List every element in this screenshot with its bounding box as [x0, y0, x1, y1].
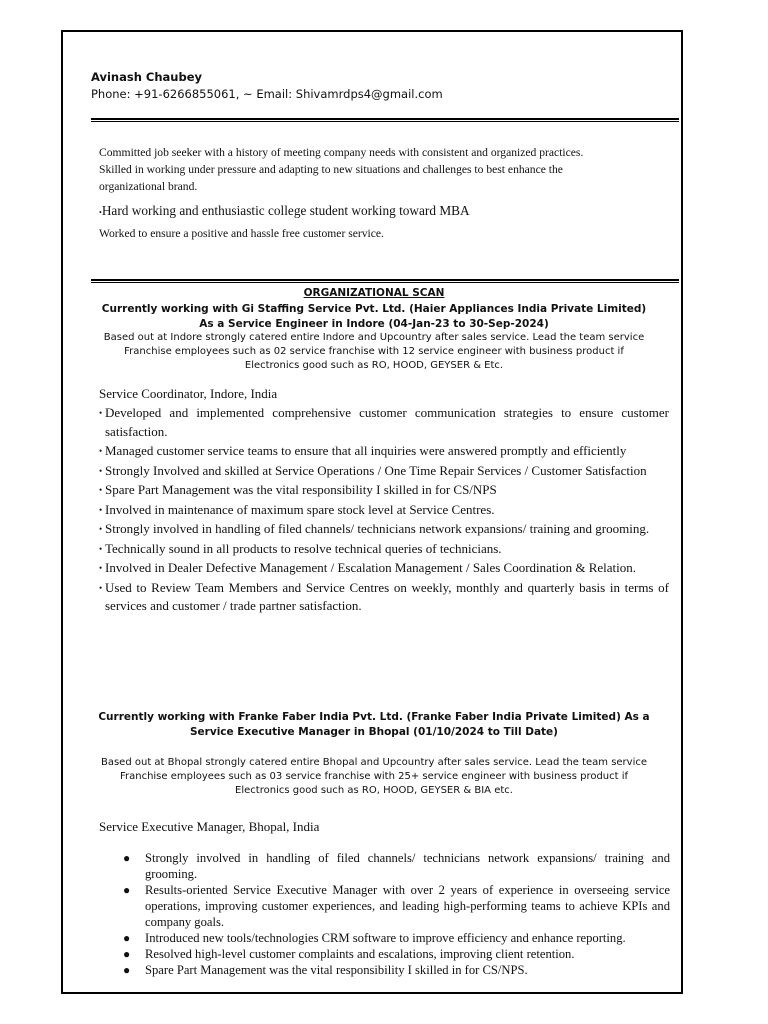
list-item: ● Spare Part Management was the vital responsibility I skilled in for CS/NPS.	[123, 963, 528, 977]
header-divider	[91, 118, 679, 122]
list-item: • Involved in maintenance of maximum spare stock level at Service Centres.	[99, 501, 495, 517]
job2-title-line: Service Executive Manager in Bhopal (01/10/2024 to Till Date)	[190, 726, 558, 738]
list-item: • Strongly involved in handling of filed channels/ technicians network expansions/ training and grooming.	[99, 521, 650, 536]
summary-line: Skilled in working under pressure and adapting to new situations and challenges to best enhance the	[99, 163, 563, 176]
section-divider	[91, 279, 679, 283]
job1-based	[73, 331, 675, 373]
job2-based-line: Based out at Bhopal strongly catered entire Bhopal and Upcountry after sales service. Lead the team service	[100, 757, 648, 768]
hard-working-line: •Hard working and enthusiastic college student working toward MBA	[99, 203, 470, 218]
contact-line: Phone: +91-6266855061, ~ Email: Shivamrdps4@gmail.com	[91, 87, 443, 101]
list-item: ● Strongly involved in handling of filed channels/ technicians network expansions/ training and grooming.	[123, 851, 670, 881]
job2-based	[63, 756, 685, 798]
job2-based-line: Electronics good such as RO, HOOD, GEYSER & BIA etc.	[235, 785, 513, 796]
list-item: ● Resolved high-level customer complaints and escalations, improving client retention.	[123, 947, 575, 961]
job1-title-line: As a Service Engineer in Indore (04-Jan-23 to 30-Sep-2024)	[199, 318, 549, 330]
job1-title	[73, 302, 675, 332]
summary-line: organizational brand.	[99, 180, 198, 193]
job2-based-line: Franchise employees such as 03 service franchise with 25+ service engineer with business product if	[119, 771, 629, 782]
job2-title-line: Currently working with Franke Faber India Pvt. Ltd. (Franke Faber India Private Limited) As a	[98, 711, 650, 723]
job2-role: Service Executive Manager, Bhopal, India	[99, 819, 320, 834]
job1-based-line: Franchise employees such as 02 service franchise with 12 service engineer with business product if	[124, 346, 624, 357]
hard-working-text: Hard working and enthusiastic college student working toward MBA	[101, 203, 470, 218]
job1-based-line: Electronics good such as RO, HOOD, GEYSER & Etc.	[244, 360, 504, 371]
list-item: ● Introduced new tools/technologies CRM software to improve efficiency and enhance reporting.	[123, 931, 626, 945]
summary-paragraph	[99, 144, 674, 195]
resume-page	[61, 30, 683, 994]
list-item: • Spare Part Management was the vital responsibility I skilled in for CS/NPS	[99, 482, 497, 497]
candidate-name: Avinash Chaubey	[91, 70, 203, 84]
list-item: • Managed customer service teams to ensure that all inquiries were answered promptly and efficiently	[99, 443, 627, 458]
list-item: • Developed and implemented comprehensive customer communication strategies to ensure customer satisfaction.	[99, 405, 669, 439]
list-item: • Strongly Involved and skilled at Service Operations / One Time Repair Services / Customer Satisfaction	[99, 462, 647, 478]
list-item: ● Results-oriented Service Executive Manager with over 2 years of experience in overseeing service operations, improving customer experiences, and leading high-performing teams to achieve KPIs and company goals.	[123, 883, 670, 929]
job2-bullet-list	[123, 850, 670, 978]
job1-based-line: Based out at Indore strongly catered entire Indore and Upcountry after sales service. Lead the team service	[103, 332, 645, 343]
list-item: • Used to Review Team Members and Service Centres on weekly, monthly and quarterly basis in terms of services and customer / trade partner satisfaction.	[99, 579, 669, 613]
job1-title-line: Currently working with Gi Staffing Service Pvt. Ltd. (Haier Appliances India Private Limited)	[101, 303, 647, 315]
list-item: • Technically sound in all products to resolve technical queries of technicians.	[99, 540, 502, 556]
job1-role: Service Coordinator, Indore, India	[99, 386, 278, 401]
list-item: • Involved in Dealer Defective Management / Escalation Management / Sales Coordination & Relation.	[99, 560, 637, 575]
summary-line: Committed job seeker with a history of meeting company needs with consistent and organized practices.	[99, 146, 584, 159]
job1-bullet-list	[99, 404, 669, 617]
worked-line: Worked to ensure a positive and hassle free customer service.	[99, 227, 384, 240]
job2-title	[73, 710, 675, 740]
section-heading: ORGANIZATIONAL SCAN	[303, 287, 445, 299]
